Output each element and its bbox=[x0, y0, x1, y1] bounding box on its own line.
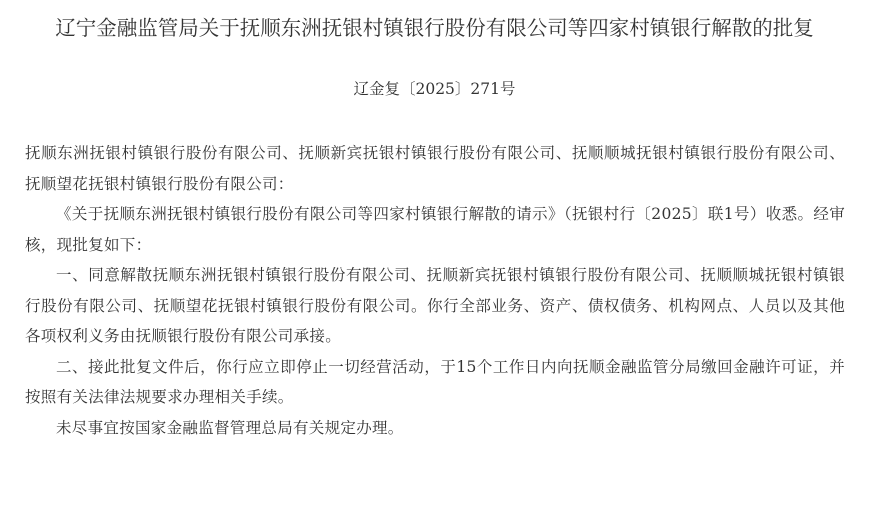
body-paragraph-item-2: 二、接此批复文件后，你行应立即停止一切经营活动，于15个工作日内向抚顺金融监管分局缴回金融许可证，并按照有关法律法规要求办理相关手续。 bbox=[25, 357, 845, 406]
document-title: 辽宁金融监管局关于抚顺东洲抚银村镇银行股份有限公司等四家村镇银行解散的批复 bbox=[55, 16, 814, 40]
body-paragraph-item-1: 一、同意解散抚顺东洲抚银村镇银行股份有限公司、抚顺新宾抚银村镇银行股份有限公司、抚顺顺城抚银村镇银行股份有限公司、抚顺望花抚银村镇银行股份有限公司。你行全部业务、资产、债权债务、机构网点、人员以及其他各项权利义务由抚顺银行股份有限公司承接。 bbox=[25, 266, 845, 345]
addressee-paragraph: 抚顺东洲抚银村镇银行股份有限公司、抚顺新宾抚银村镇银行股份有限公司、抚顺顺城抚银村镇银行股份有限公司、抚顺望花抚银村镇银行股份有限公司： bbox=[25, 144, 845, 193]
document-body bbox=[25, 138, 845, 443]
body-paragraph-request: 《关于抚顺东洲抚银村镇银行股份有限公司等四家村镇银行解散的请示》（抚银村行〔2025〕联1号）收悉。经审核，现批复如下： bbox=[25, 205, 845, 254]
document-number: 辽金复〔2025〕271号 bbox=[353, 80, 516, 98]
body-paragraph-closing: 未尽事宜按国家金融监督管理总局有关规定办理。 bbox=[56, 418, 404, 437]
